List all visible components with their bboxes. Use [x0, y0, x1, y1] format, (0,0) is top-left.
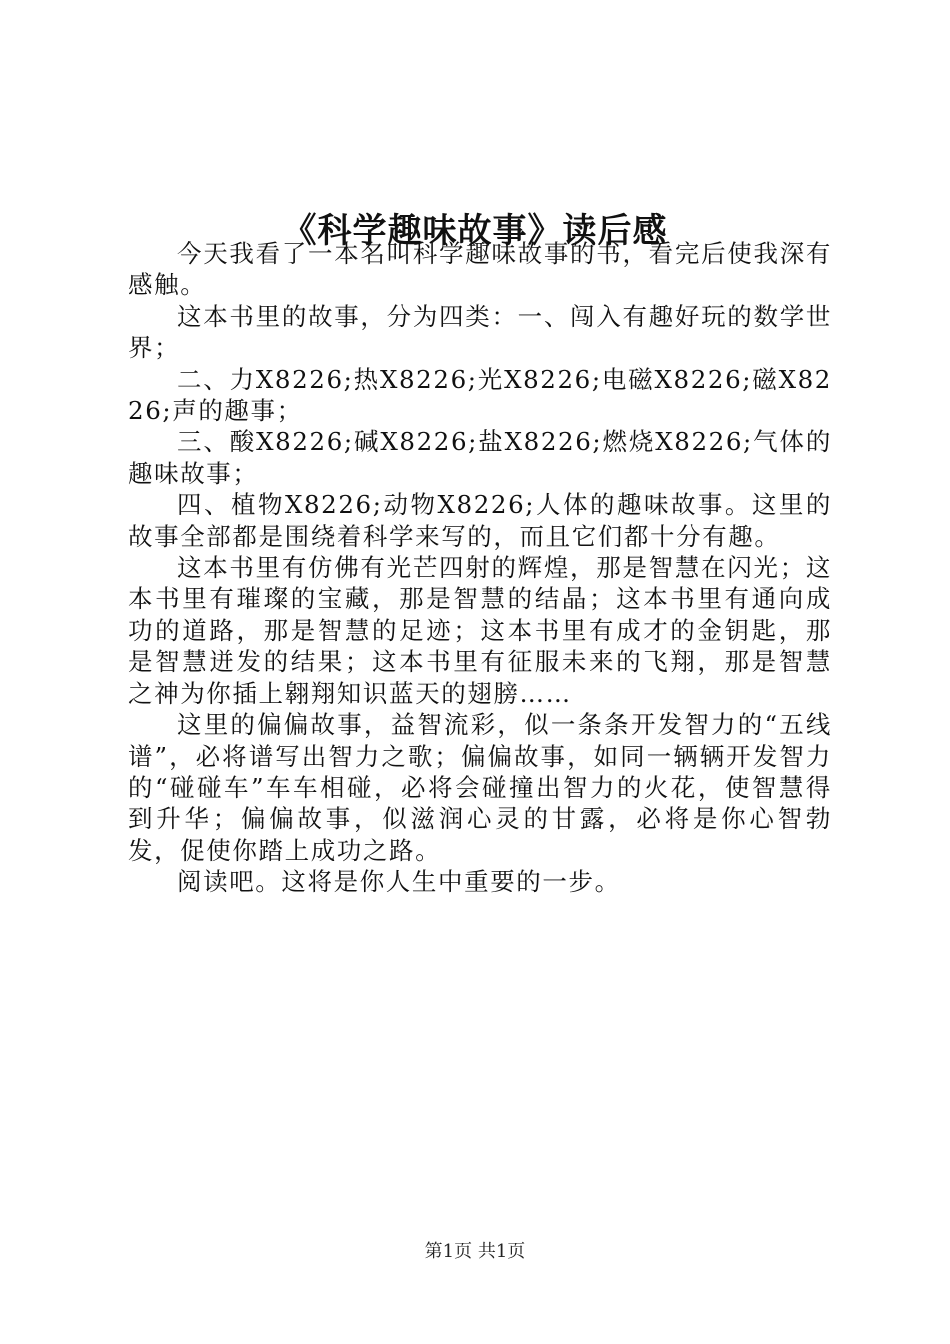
paragraph-conclusion: 阅读吧。这将是你人生中重要的一步。 — [177, 867, 621, 897]
document-title: 《科学趣味故事》读后感 — [282, 210, 668, 251]
paragraph-wisdom: 这本书里有仿佛有光芒四射的辉煌，那是智慧在闪光；这本书里有璀璨的宝藏，那是智慧的结晶；这本书里有通向成功的道路，那是智慧的足迹；这本书里有成才的金钥匙，那是智慧迸发的结果；这本书里有征服未来的飞翔，那是智慧之神为你插上翱翔知识蓝天的翅膀…… — [128, 553, 832, 708]
page-footer: 第1页 共1页 — [424, 1241, 526, 1262]
document-body — [128, 238, 832, 898]
paragraph-category-four: 四、植物X8226;动物X8226;人体的趣味故事。这里的故事全部都是围绕着科学来写的，而且它们都十分有趣。 — [128, 490, 832, 551]
paragraph-intro: 今天我看了一本名叫科学趣味故事的书，看完后使我深有感触。 — [128, 239, 832, 300]
paragraph-categories: 这本书里的故事，分为四类：一、闯入有趣好玩的数学世界； — [128, 301, 832, 363]
paragraph-stories: 这里的偏偏故事，益智流彩，似一条条开发智力的“五线谱”，必将谱写出智力之歌；偏偏故事，如同一辆辆开发智力的“碰碰车”车车相碰，必将会碰撞出智力的火花，使智慧得到升华；偏偏故事，似滋润心灵的甘露，必将是你心智勃发，促使你踏上成功之路。 — [128, 710, 832, 865]
paragraph-category-two: 二、力X8226;热X8226;光X8226;电磁X8226;磁X8226;声的趣事； — [128, 364, 832, 426]
paragraph-category-three: 三、酸X8226;碱X8226;盐X8226;燃烧X8226;气体的趣味故事； — [128, 427, 832, 488]
